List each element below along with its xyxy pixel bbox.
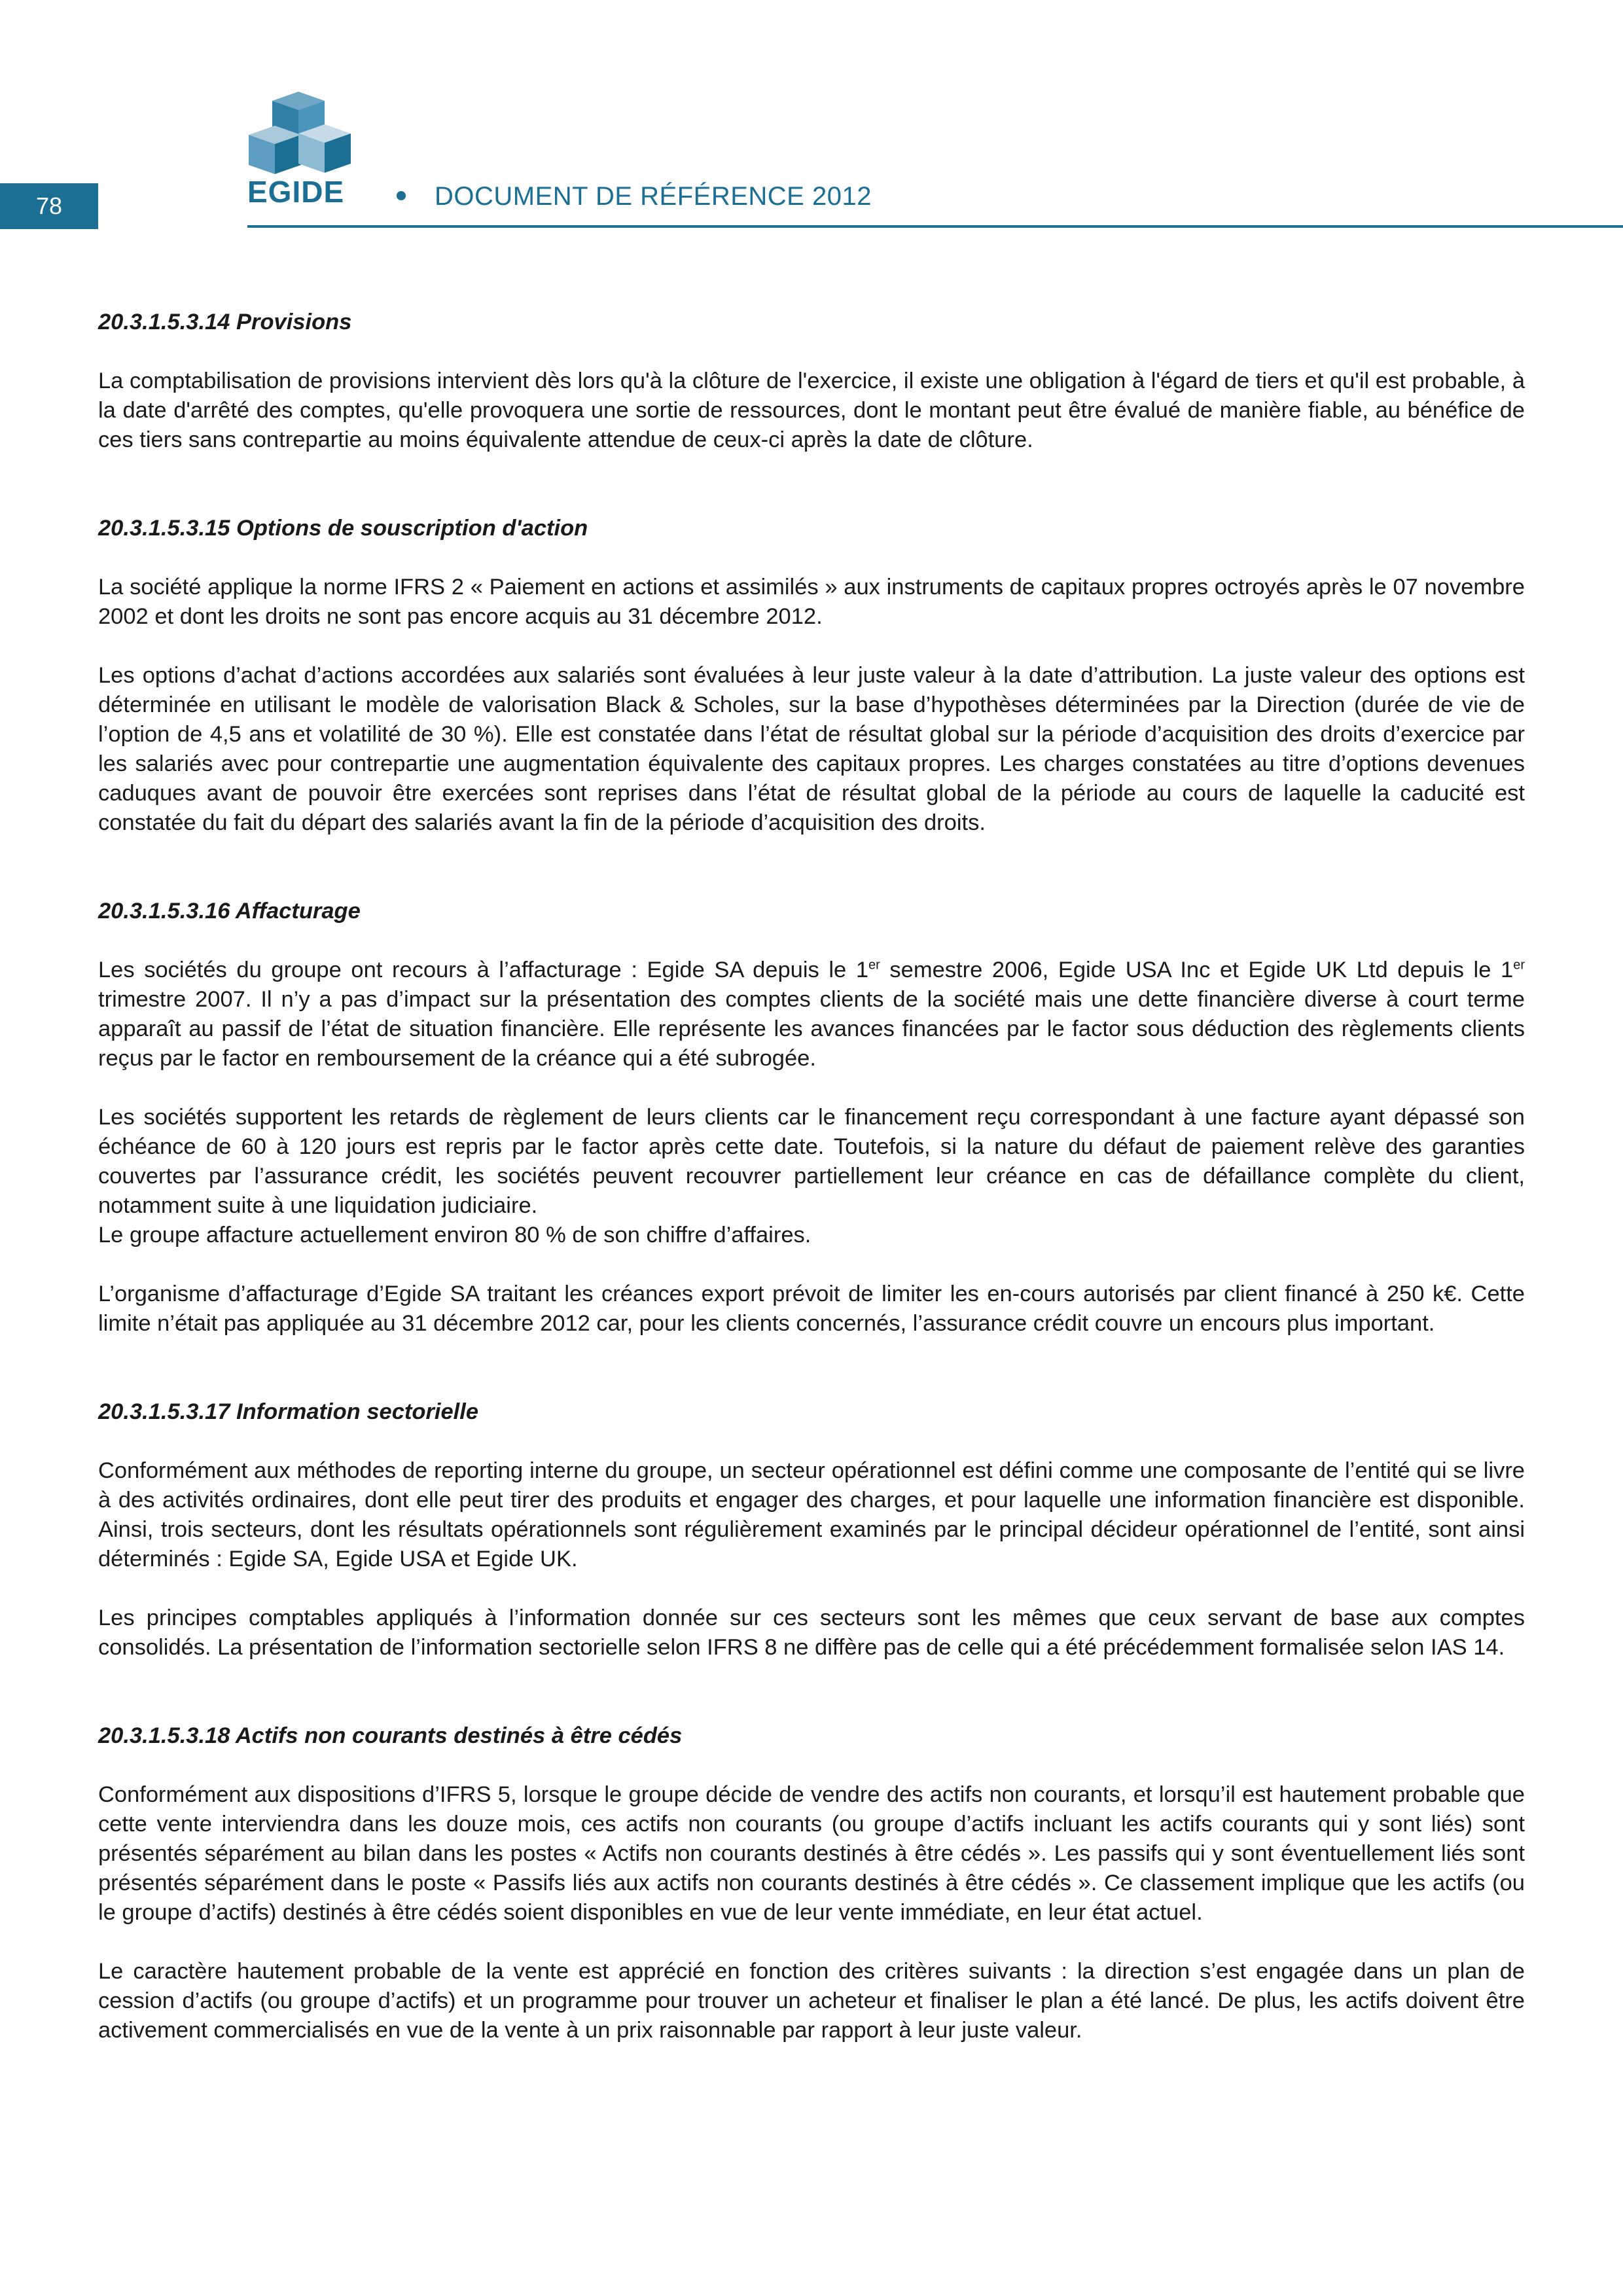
paragraph: Le groupe affacture actuellement environ 80 % de son chiffre d’affaires. <box>98 1223 812 1247</box>
section-actifs-non-courants <box>98 1721 1525 2045</box>
page-number: 78 <box>0 183 98 229</box>
superscript: er <box>1513 958 1525 973</box>
paragraph-text: trimestre 2007. Il n’y a pas d’impact sur la présentation des comptes clients de la société mais une dette financière diverse à court terme apparaît au passif de l’état de situation financière. Elle représente les avances financées par le factor sous déduction des règlements clients reçus par le factor en remboursement de la créance qui a été subrogée. <box>98 987 1525 1071</box>
paragraph: Conformément aux méthodes de reporting interne du groupe, un secteur opérationnel est défini comme une composante de l’entité qui se livre à des activités ordinaires, dont elle peut tirer des produits et engager des charges, et pour laquelle une information financière est disponible. Ainsi, trois secteurs, dont les résultats opérationnels sont régulièrement examinés par le principal décideur opérationnel de l’entité, sont ainsi déterminés : Egide SA, Egide USA et Egide UK. <box>98 1458 1525 1571</box>
section-title: 20.3.1.5.3.16 Affacturage <box>98 899 361 924</box>
logo-text: EGIDE <box>247 175 345 209</box>
paragraph: Les sociétés supportent les retards de règlement de leurs clients car le financement reçu correspondant à une facture ayant dépassé son échéance de 60 à 120 jours est repris par le factor après cette date. Toutefois, si la nature du défaut de paiement relève des garanties couvertes par l’assurance crédit, les sociétés peuvent recouvrer partiellement leur créance en cas de défaillance complète du client, notamment suite à une liquidation judiciaire. <box>98 1105 1525 1218</box>
paragraph: Les options d’achat d’actions accordées aux salariés sont évaluées à leur juste valeur à la date d’attribution. La juste valeur des options est déterminée en utilisant le modèle de valorisation Black & Scholes, sur la base d’hypothèses déterminées par la Direction (durée de vie de l’option de 4,5 ans et volatilité de 30 %). Elle est constatée dans l’état de résultat global sur la période d’acquisition des droits d’exercice par les salariés avec pour contrepartie une augmentation équivalente des capitaux propres. Les charges constatées au titre d’options devenues caduques avant de pouvoir être exercées sont reprises dans l’état de résultat global de la période au cours de laquelle la caducité est constatée du fait du départ des salariés avant la fin de la période d’acquisition des droits. <box>98 663 1525 835</box>
document-title: DOCUMENT DE RÉFÉRENCE 2012 <box>435 182 872 211</box>
superscript: er <box>868 958 880 973</box>
section-affacturage <box>98 897 1525 1338</box>
paragraph <box>98 956 1525 1073</box>
paragraph-text: Les sociétés du groupe ont recours à l’affacturage : Egide SA depuis le 1 <box>98 958 869 982</box>
header-rule <box>247 225 1623 228</box>
paragraph-text: semestre 2006, Egide USA Inc et Egide UK Ltd depuis le 1 <box>880 958 1514 982</box>
section-provisions <box>98 308 1525 455</box>
paragraph: La société applique la norme IFRS 2 « Paiement en actions et assimilés » aux instruments de capitaux propres octroyés après le 07 novembre 2002 et dont les droits ne sont pas encore acquis au 31 décembre 2012. <box>98 575 1525 629</box>
section-title: 20.3.1.5.3.17 Information sectorielle <box>98 1399 479 1424</box>
section-title: 20.3.1.5.3.15 Options de souscription d'action <box>98 516 588 541</box>
paragraph: L’organisme d’affacturage d’Egide SA traitant les créances export prévoit de limiter les en-cours autorisés par client financé à 250 k€. Cette limite n’était pas appliquée au 31 décembre 2012 car, pour les clients concernés, l’assurance crédit couvre un encours plus important. <box>98 1282 1525 1336</box>
section-title: 20.3.1.5.3.18 Actifs non courants destinés à être cédés <box>98 1723 683 1748</box>
header-bullet <box>397 191 406 200</box>
section-options <box>98 514 1525 838</box>
paragraph: Conformément aux dispositions d’IFRS 5, lorsque le groupe décide de vendre des actifs non courants, et lorsqu’il est hautement probable que cette vente interviendra dans les douze mois, ces actifs non courants (ou groupe d’actifs incluant les actifs courants qui y sont liés) sont présentés séparément au bilan dans les postes « Actifs non courants destinés à être cédés ». Les passifs qui y sont éventuellement liés sont présentés séparément dans le poste « Passifs liés aux actifs non courants destinés à être cédés ». Ce classement implique que les actifs (ou le groupe d’actifs) destinés à être cédés soient disponibles en vue de leur vente immédiate, en leur état actuel. <box>98 1782 1525 1925</box>
section-title: 20.3.1.5.3.14 Provisions <box>98 310 352 334</box>
paragraph: Les principes comptables appliqués à l’information donnée sur ces secteurs sont les mêmes que ceux servant de base aux comptes consolidés. La présentation de l’information sectorielle selon IFRS 8 ne diffère pas de celle qui a été précédemment formalisée selon IAS 14. <box>98 1605 1525 1660</box>
paragraph: La comptabilisation de provisions intervient dès lors qu'à la clôture de l'exercice, il existe une obligation à l'égard de tiers et qu'il est probable, à la date d'arrêté des comptes, qu'elle provoquera une sortie de ressources, dont le montant peut être évalué de manière fiable, au bénéfice de ces tiers sans contrepartie au moins équivalente attendue de ceux-ci après la date de clôture. <box>98 368 1525 452</box>
page-content <box>98 308 1525 2045</box>
section-information-sectorielle <box>98 1397 1525 1662</box>
paragraph: Le caractère hautement probable de la vente est apprécié en fonction des critères suivants : la direction s’est engagée dans un plan de cession d’actifs (ou groupe d’actifs) et un programme pour trouver un acheteur et finaliser le plan a été lancé. De plus, les actifs doivent être activement commercialisés en vue de la vente à un prix raisonnable par rapport à leur juste valeur. <box>98 1959 1525 2043</box>
